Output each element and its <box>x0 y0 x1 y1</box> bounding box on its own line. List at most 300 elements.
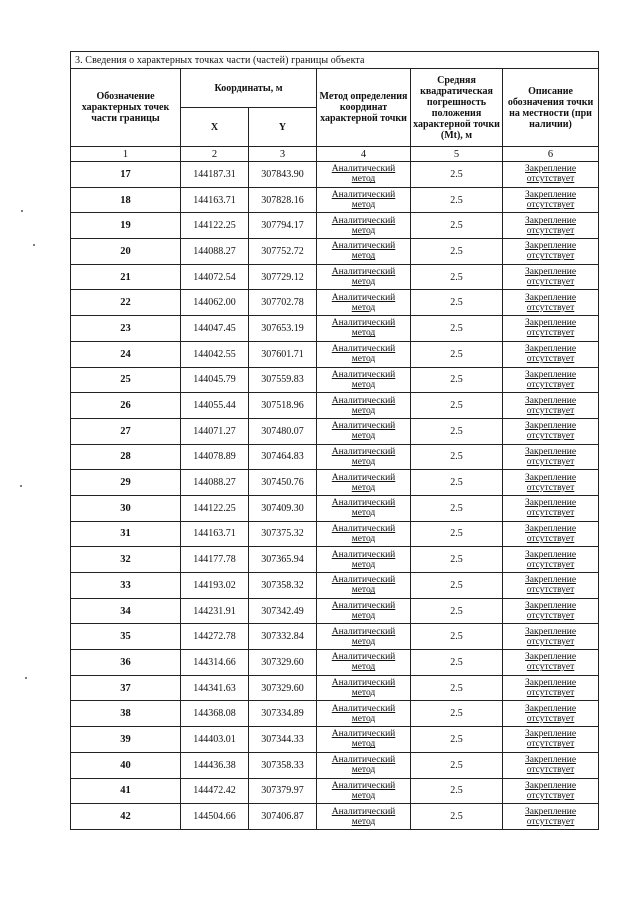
column-numbers-row <box>71 147 599 162</box>
description-line-1: Закрепление <box>525 626 577 637</box>
description-line-2: отсутствует <box>526 585 575 596</box>
table-row <box>71 804 599 830</box>
method-line-1: Аналитический <box>331 446 396 457</box>
header-y: Y <box>249 108 317 147</box>
coord-y: 307559.83 <box>249 367 317 393</box>
scan-speck <box>21 210 23 212</box>
coord-x: 144163.71 <box>181 187 249 213</box>
error-value: 2.5 <box>411 547 503 573</box>
method-cell <box>317 393 411 419</box>
method-line-1: Аналитический <box>331 164 396 175</box>
coord-y: 307729.12 <box>249 264 317 290</box>
description-line-2: отсутствует <box>526 328 575 339</box>
description-line-1: Закрепление <box>525 190 577 201</box>
header-method: Метод определения координат характерной точки <box>317 69 411 147</box>
point-number: 41 <box>71 778 181 804</box>
coord-y: 307329.60 <box>249 675 317 701</box>
point-number: 18 <box>71 187 181 213</box>
coord-x: 144078.89 <box>181 444 249 470</box>
method-line-2: метод <box>351 174 376 185</box>
method-line-2: метод <box>351 533 376 544</box>
table-row <box>71 573 599 599</box>
method-line-1: Аналитический <box>331 421 396 432</box>
table-row <box>71 187 599 213</box>
method-line-1: Аналитический <box>331 344 396 355</box>
description-line-2: отсутствует <box>526 225 575 236</box>
table-row <box>71 239 599 265</box>
coord-y: 307329.60 <box>249 650 317 676</box>
error-value: 2.5 <box>411 675 503 701</box>
header-coordinates: Координаты, м <box>181 69 317 108</box>
point-number: 35 <box>71 624 181 650</box>
description-line-1: Закрепление <box>525 292 577 303</box>
table-row <box>71 598 599 624</box>
method-cell <box>317 316 411 342</box>
method-line-1: Аналитический <box>331 190 396 201</box>
method-line-2: метод <box>351 431 376 442</box>
table-row <box>71 213 599 239</box>
description-line-1: Закрепление <box>525 729 577 740</box>
description-cell <box>503 573 599 599</box>
method-cell <box>317 573 411 599</box>
description-line-1: Закрепление <box>525 498 577 509</box>
method-cell <box>317 624 411 650</box>
method-line-1: Аналитический <box>331 292 396 303</box>
method-cell <box>317 264 411 290</box>
description-cell <box>503 316 599 342</box>
method-line-2: метод <box>351 251 376 262</box>
coord-y: 307752.72 <box>249 239 317 265</box>
table-row <box>71 547 599 573</box>
table-caption: 3. Сведения о характерных точках части (частей) границы объекта <box>71 52 599 69</box>
method-line-1: Аналитический <box>331 523 396 534</box>
description-line-1: Закрепление <box>525 755 577 766</box>
scan-speck <box>20 485 22 487</box>
description-line-2: отсутствует <box>526 790 575 801</box>
description-line-1: Закрепление <box>525 395 577 406</box>
description-line-2: отсутствует <box>526 251 575 262</box>
method-line-2: метод <box>351 354 376 365</box>
caption-row <box>71 52 599 69</box>
coord-x: 144122.25 <box>181 495 249 521</box>
point-number: 36 <box>71 650 181 676</box>
error-value: 2.5 <box>411 187 503 213</box>
method-line-2: метод <box>351 636 376 647</box>
method-cell <box>317 701 411 727</box>
description-line-1: Закрепление <box>525 318 577 329</box>
error-value: 2.5 <box>411 598 503 624</box>
coord-y: 307358.33 <box>249 752 317 778</box>
description-cell <box>503 393 599 419</box>
coord-y: 307379.97 <box>249 778 317 804</box>
method-line-1: Аналитический <box>331 369 396 380</box>
column-number: 2 <box>181 147 249 162</box>
coord-y: 307334.89 <box>249 701 317 727</box>
scan-speck <box>25 677 27 679</box>
description-line-1: Закрепление <box>525 472 577 483</box>
description-line-2: отсутствует <box>526 379 575 390</box>
point-number: 38 <box>71 701 181 727</box>
point-number: 24 <box>71 341 181 367</box>
description-line-1: Закрепление <box>525 678 577 689</box>
scan-speck <box>33 244 35 246</box>
method-cell <box>317 187 411 213</box>
coord-x: 144314.66 <box>181 650 249 676</box>
description-cell <box>503 598 599 624</box>
description-line-1: Закрепление <box>525 164 577 175</box>
method-line-2: метод <box>351 662 376 673</box>
points-table <box>70 51 599 830</box>
coord-x: 144193.02 <box>181 573 249 599</box>
point-number: 32 <box>71 547 181 573</box>
error-value: 2.5 <box>411 264 503 290</box>
description-cell <box>503 341 599 367</box>
table-row <box>71 701 599 727</box>
description-line-2: отсутствует <box>526 456 575 467</box>
description-cell <box>503 470 599 496</box>
description-line-1: Закрепление <box>525 703 577 714</box>
coord-y: 307518.96 <box>249 393 317 419</box>
method-line-2: метод <box>351 585 376 596</box>
coord-y: 307480.07 <box>249 418 317 444</box>
method-cell <box>317 804 411 830</box>
error-value: 2.5 <box>411 444 503 470</box>
description-line-1: Закрепление <box>525 421 577 432</box>
description-cell <box>503 752 599 778</box>
coord-x: 144088.27 <box>181 239 249 265</box>
error-value: 2.5 <box>411 521 503 547</box>
point-number: 27 <box>71 418 181 444</box>
method-line-2: метод <box>351 302 376 313</box>
description-cell <box>503 367 599 393</box>
description-line-2: отсутствует <box>526 688 575 699</box>
method-cell <box>317 650 411 676</box>
method-cell <box>317 444 411 470</box>
coord-x: 144272.78 <box>181 624 249 650</box>
column-number: 4 <box>317 147 411 162</box>
coord-y: 307344.33 <box>249 727 317 753</box>
description-line-2: отсутствует <box>526 200 575 211</box>
coord-x: 144368.08 <box>181 701 249 727</box>
error-value: 2.5 <box>411 316 503 342</box>
error-value: 2.5 <box>411 239 503 265</box>
coord-y: 307342.49 <box>249 598 317 624</box>
method-cell <box>317 290 411 316</box>
error-value: 2.5 <box>411 701 503 727</box>
method-line-2: метод <box>351 405 376 416</box>
error-value: 2.5 <box>411 495 503 521</box>
method-cell <box>317 239 411 265</box>
method-cell <box>317 778 411 804</box>
method-line-1: Аналитический <box>331 703 396 714</box>
table-row <box>71 367 599 393</box>
point-number: 37 <box>71 675 181 701</box>
description-line-2: отсутствует <box>526 277 575 288</box>
table-body <box>71 162 599 830</box>
error-value: 2.5 <box>411 213 503 239</box>
method-cell <box>317 341 411 367</box>
method-line-2: метод <box>351 688 376 699</box>
method-line-1: Аналитический <box>331 806 396 817</box>
description-cell <box>503 495 599 521</box>
description-line-2: отсутствует <box>526 816 575 827</box>
method-cell <box>317 727 411 753</box>
table-row <box>71 650 599 676</box>
description-line-2: отсутствует <box>526 636 575 647</box>
description-line-1: Закрепление <box>525 215 577 226</box>
error-value: 2.5 <box>411 778 503 804</box>
point-number: 33 <box>71 573 181 599</box>
error-value: 2.5 <box>411 367 503 393</box>
description-cell <box>503 290 599 316</box>
table-row <box>71 752 599 778</box>
description-cell <box>503 187 599 213</box>
coord-y: 307464.83 <box>249 444 317 470</box>
coord-x: 144122.25 <box>181 213 249 239</box>
description-line-1: Закрепление <box>525 575 577 586</box>
method-line-2: метод <box>351 508 376 519</box>
point-number: 29 <box>71 470 181 496</box>
error-value: 2.5 <box>411 752 503 778</box>
description-line-1: Закрепление <box>525 601 577 612</box>
table-row <box>71 727 599 753</box>
description-line-2: отсутствует <box>526 174 575 185</box>
coord-x: 144088.27 <box>181 470 249 496</box>
description-line-2: отсутствует <box>526 765 575 776</box>
method-cell <box>317 752 411 778</box>
header-x: X <box>181 108 249 147</box>
error-value: 2.5 <box>411 290 503 316</box>
description-line-1: Закрепление <box>525 267 577 278</box>
description-line-2: отсутствует <box>526 431 575 442</box>
description-cell <box>503 162 599 188</box>
description-cell <box>503 213 599 239</box>
description-line-1: Закрепление <box>525 241 577 252</box>
description-line-1: Закрепление <box>525 446 577 457</box>
table-row <box>71 418 599 444</box>
coord-y: 307828.16 <box>249 187 317 213</box>
error-value: 2.5 <box>411 418 503 444</box>
description-line-2: отсутствует <box>526 482 575 493</box>
column-number: 3 <box>249 147 317 162</box>
description-line-2: отсутствует <box>526 508 575 519</box>
coord-y: 307358.32 <box>249 573 317 599</box>
description-cell <box>503 727 599 753</box>
description-line-2: отсутствует <box>526 713 575 724</box>
method-line-1: Аналитический <box>331 652 396 663</box>
table-row <box>71 264 599 290</box>
method-cell <box>317 495 411 521</box>
method-line-2: метод <box>351 559 376 570</box>
coord-x: 144341.63 <box>181 675 249 701</box>
method-line-1: Аналитический <box>331 626 396 637</box>
method-line-1: Аналитический <box>331 575 396 586</box>
error-value: 2.5 <box>411 393 503 419</box>
description-cell <box>503 650 599 676</box>
method-line-1: Аналитический <box>331 472 396 483</box>
method-line-2: метод <box>351 816 376 827</box>
point-number: 39 <box>71 727 181 753</box>
method-cell <box>317 470 411 496</box>
description-cell <box>503 804 599 830</box>
description-cell <box>503 239 599 265</box>
header-row-1 <box>71 69 599 108</box>
coord-y: 307794.17 <box>249 213 317 239</box>
column-number: 5 <box>411 147 503 162</box>
method-cell <box>317 598 411 624</box>
coord-x: 144403.01 <box>181 727 249 753</box>
error-value: 2.5 <box>411 650 503 676</box>
description-line-1: Закрепление <box>525 806 577 817</box>
description-line-1: Закрепление <box>525 652 577 663</box>
coord-x: 144055.44 <box>181 393 249 419</box>
coord-x: 144177.78 <box>181 547 249 573</box>
coord-x: 144436.38 <box>181 752 249 778</box>
error-value: 2.5 <box>411 470 503 496</box>
table-row <box>71 162 599 188</box>
method-cell <box>317 547 411 573</box>
table-row <box>71 290 599 316</box>
column-number: 1 <box>71 147 181 162</box>
coord-x: 144047.45 <box>181 316 249 342</box>
method-cell <box>317 213 411 239</box>
point-number: 21 <box>71 264 181 290</box>
table-row <box>71 341 599 367</box>
description-line-2: отсутствует <box>526 662 575 673</box>
method-line-1: Аналитический <box>331 678 396 689</box>
point-number: 19 <box>71 213 181 239</box>
description-line-2: отсутствует <box>526 354 575 365</box>
point-number: 40 <box>71 752 181 778</box>
coord-x: 144231.91 <box>181 598 249 624</box>
description-cell <box>503 624 599 650</box>
method-cell <box>317 162 411 188</box>
coord-x: 144472.42 <box>181 778 249 804</box>
coord-y: 307702.78 <box>249 290 317 316</box>
method-line-2: метод <box>351 739 376 750</box>
table-row <box>71 624 599 650</box>
description-cell <box>503 264 599 290</box>
point-number: 42 <box>71 804 181 830</box>
method-line-1: Аналитический <box>331 395 396 406</box>
error-value: 2.5 <box>411 162 503 188</box>
point-number: 23 <box>71 316 181 342</box>
coord-x: 144042.55 <box>181 341 249 367</box>
coord-y: 307332.84 <box>249 624 317 650</box>
description-cell <box>503 701 599 727</box>
table-row <box>71 444 599 470</box>
table-row <box>71 495 599 521</box>
header-error: Средняя квадратическая погрешность положения характерной точки (Mt), м <box>411 69 503 147</box>
header-point: Обозначение характерных точек части границы <box>71 69 181 147</box>
method-line-1: Аналитический <box>331 318 396 329</box>
point-number: 28 <box>71 444 181 470</box>
coord-y: 307601.71 <box>249 341 317 367</box>
point-number: 31 <box>71 521 181 547</box>
coord-x: 144072.54 <box>181 264 249 290</box>
error-value: 2.5 <box>411 804 503 830</box>
description-line-1: Закрепление <box>525 523 577 534</box>
description-cell <box>503 418 599 444</box>
method-line-1: Аналитический <box>331 498 396 509</box>
point-number: 20 <box>71 239 181 265</box>
coord-y: 307653.19 <box>249 316 317 342</box>
description-cell <box>503 444 599 470</box>
error-value: 2.5 <box>411 624 503 650</box>
method-line-2: метод <box>351 379 376 390</box>
coord-x: 144163.71 <box>181 521 249 547</box>
coord-x: 144062.00 <box>181 290 249 316</box>
method-line-2: метод <box>351 713 376 724</box>
coord-y: 307450.76 <box>249 470 317 496</box>
method-line-2: метод <box>351 611 376 622</box>
method-line-2: метод <box>351 328 376 339</box>
description-cell <box>503 547 599 573</box>
method-cell <box>317 675 411 701</box>
point-number: 26 <box>71 393 181 419</box>
description-cell <box>503 778 599 804</box>
method-line-2: метод <box>351 482 376 493</box>
table-row <box>71 316 599 342</box>
description-line-1: Закрепление <box>525 344 577 355</box>
coord-x: 144071.27 <box>181 418 249 444</box>
point-number: 34 <box>71 598 181 624</box>
coord-y: 307375.32 <box>249 521 317 547</box>
point-number: 25 <box>71 367 181 393</box>
method-line-1: Аналитический <box>331 755 396 766</box>
method-line-1: Аналитический <box>331 780 396 791</box>
coord-x: 144045.79 <box>181 367 249 393</box>
description-line-2: отсутствует <box>526 739 575 750</box>
coord-y: 307843.90 <box>249 162 317 188</box>
method-line-2: метод <box>351 765 376 776</box>
column-number: 6 <box>503 147 599 162</box>
method-line-2: метод <box>351 277 376 288</box>
method-line-2: метод <box>351 790 376 801</box>
description-line-1: Закрепление <box>525 780 577 791</box>
method-line-1: Аналитический <box>331 215 396 226</box>
point-number: 22 <box>71 290 181 316</box>
point-number: 17 <box>71 162 181 188</box>
method-cell <box>317 418 411 444</box>
coord-y: 307406.87 <box>249 804 317 830</box>
method-line-1: Аналитический <box>331 549 396 560</box>
method-line-2: метод <box>351 456 376 467</box>
method-line-2: метод <box>351 225 376 236</box>
table-row <box>71 470 599 496</box>
coord-x: 144504.66 <box>181 804 249 830</box>
error-value: 2.5 <box>411 573 503 599</box>
method-line-1: Аналитический <box>331 729 396 740</box>
description-line-2: отсутствует <box>526 611 575 622</box>
method-line-1: Аналитический <box>331 241 396 252</box>
coord-x: 144187.31 <box>181 162 249 188</box>
method-cell <box>317 521 411 547</box>
method-line-1: Аналитический <box>331 267 396 278</box>
description-line-2: отсутствует <box>526 533 575 544</box>
description-line-1: Закрепление <box>525 549 577 560</box>
description-line-2: отсутствует <box>526 302 575 313</box>
table-row <box>71 675 599 701</box>
table-row <box>71 393 599 419</box>
description-cell <box>503 521 599 547</box>
method-line-1: Аналитический <box>331 601 396 612</box>
header-description: Описание обозначения точки на местности (при наличии) <box>503 69 599 147</box>
point-number: 30 <box>71 495 181 521</box>
description-line-1: Закрепление <box>525 369 577 380</box>
method-line-2: метод <box>351 200 376 211</box>
error-value: 2.5 <box>411 727 503 753</box>
